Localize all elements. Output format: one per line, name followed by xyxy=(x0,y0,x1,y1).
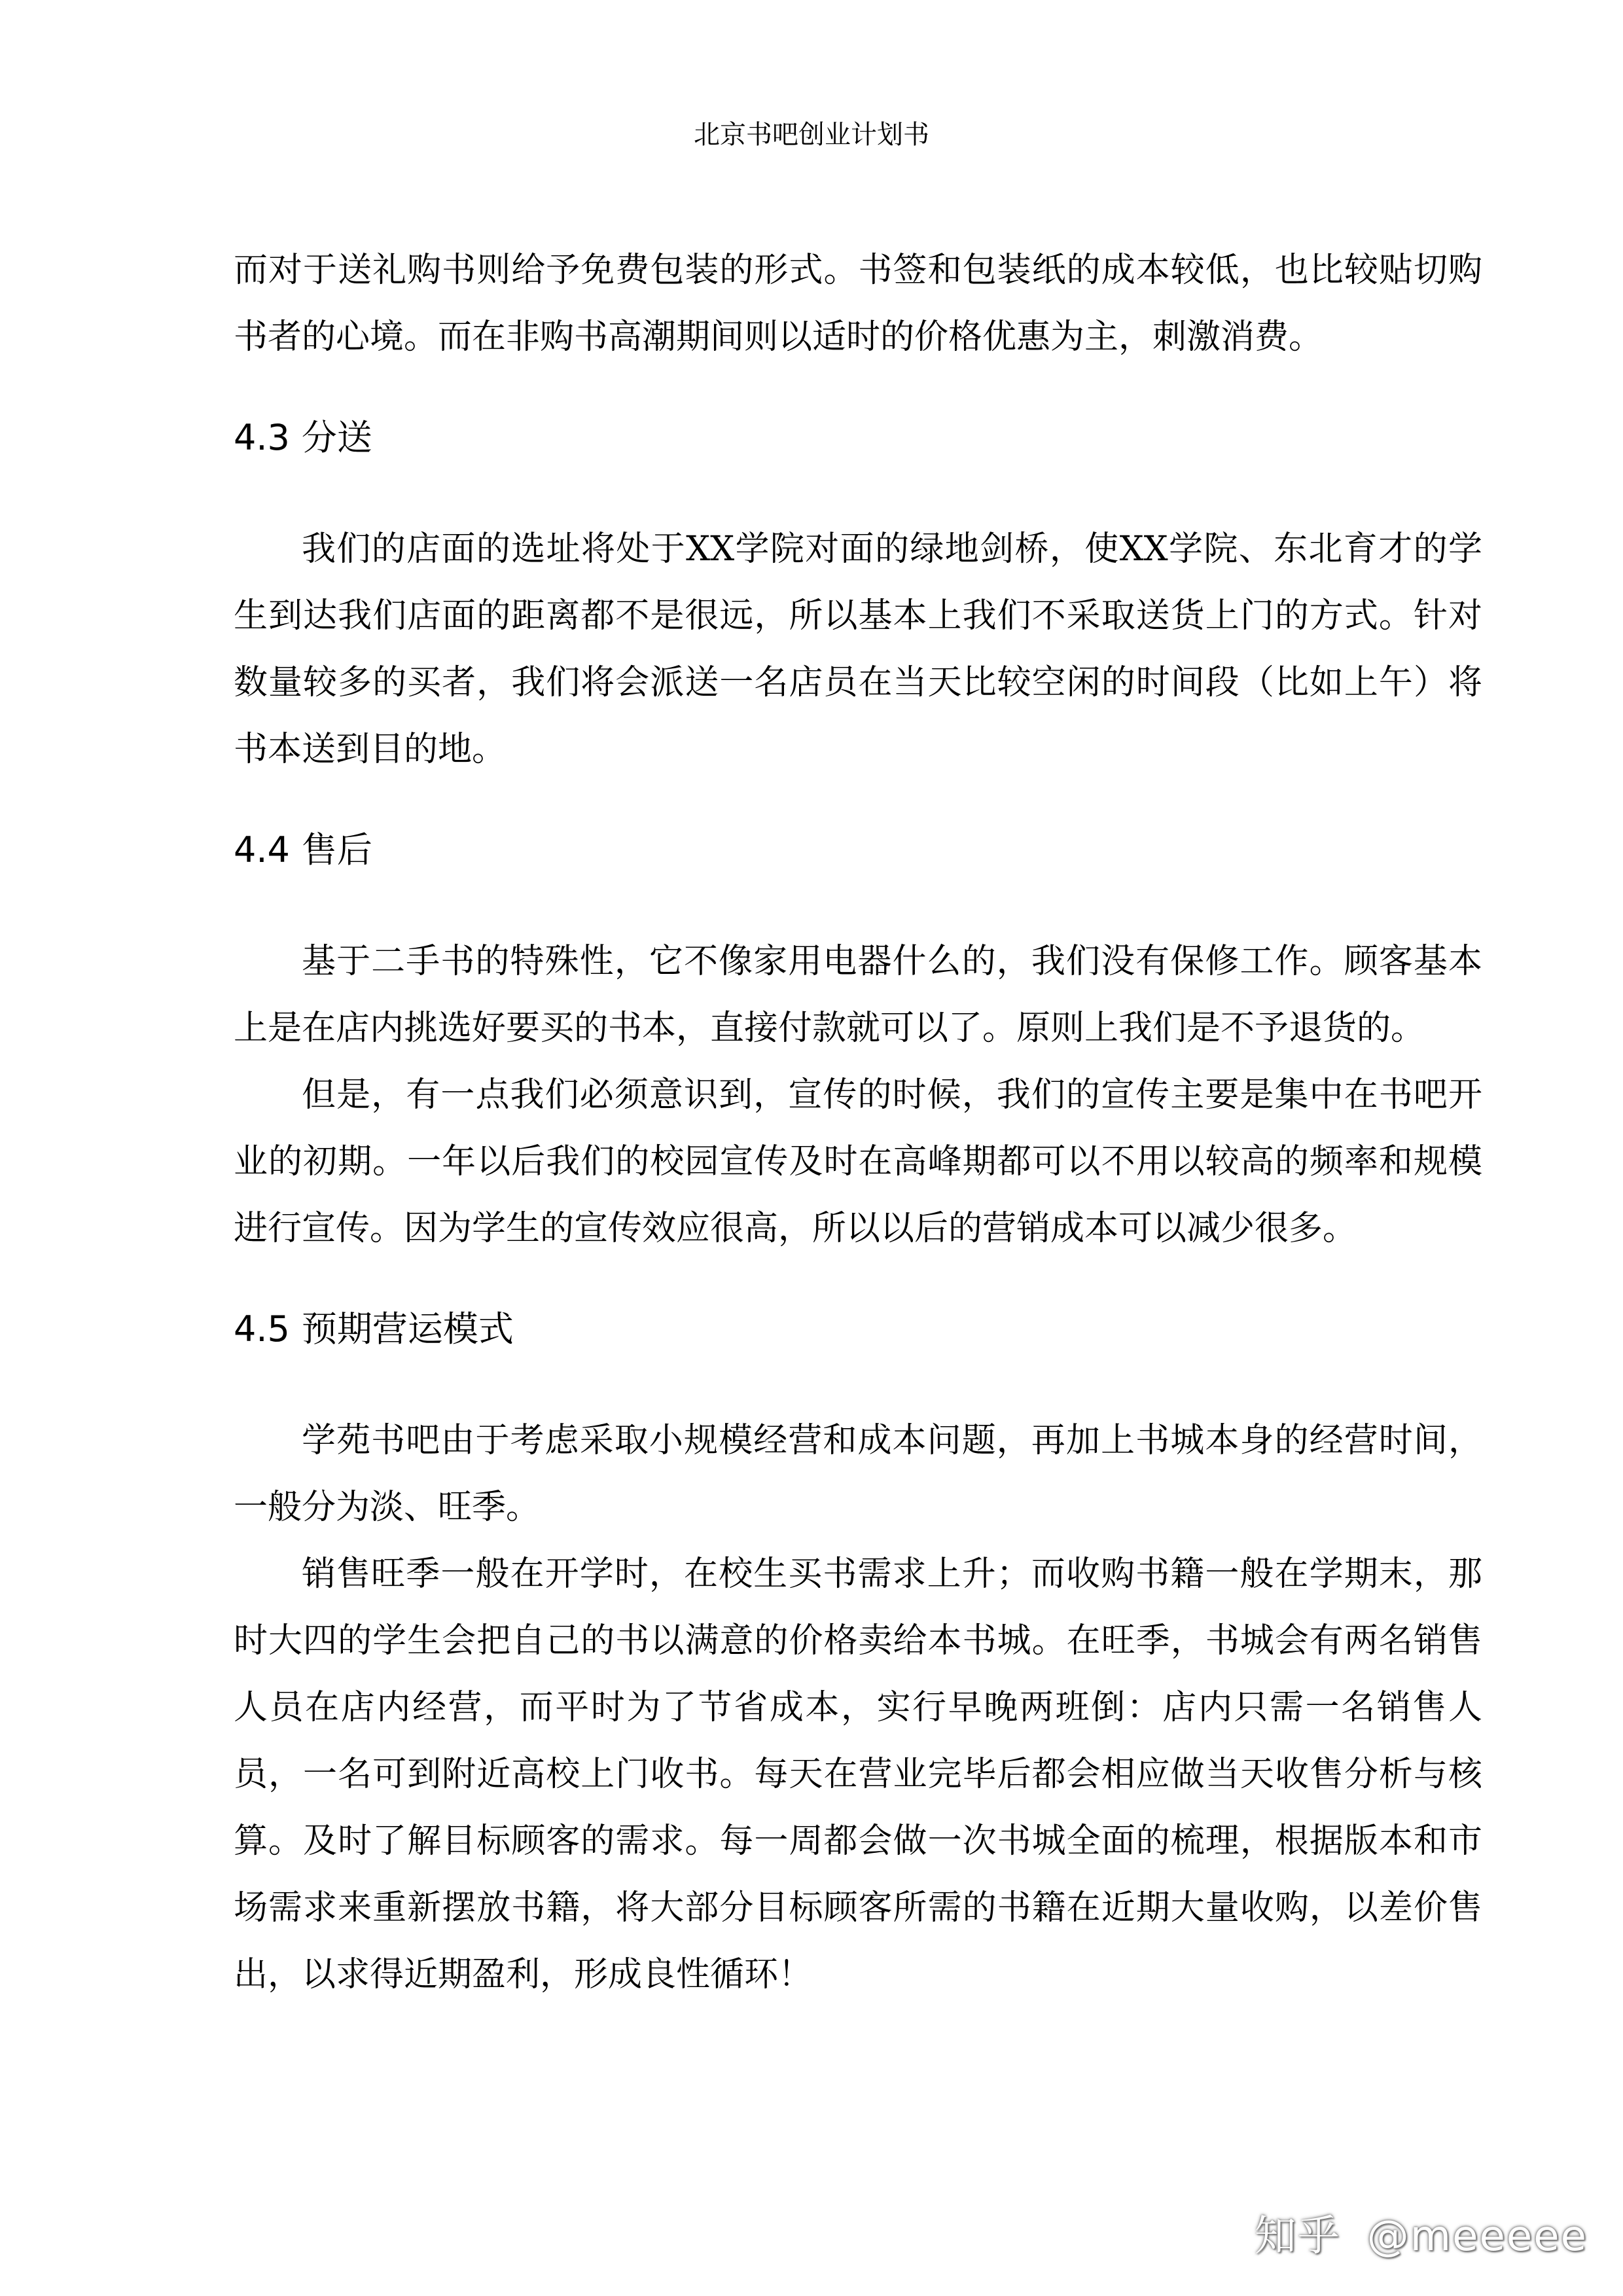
section-4-3-paragraph-1: 我们的店面的选址将处于XX学院对面的绿地剑桥，使XX学院、东北育才的学生到达我们店面的距离都不是很远，所以基本上我们不采取送货上门的方式。针对数量较多的买者，我们将会派送一名店员在当天比较空闲的时间段（比如上午）将书本送到目的地。 xyxy=(234,529,1482,769)
section-title: 售后 xyxy=(301,829,372,870)
section-title: 预期营运模式 xyxy=(301,1308,514,1350)
section-heading-4-4 xyxy=(234,827,1482,873)
section-number: 4.4 xyxy=(234,829,290,870)
section-title: 分送 xyxy=(301,417,372,458)
zhihu-watermark xyxy=(1255,2207,1588,2266)
section-4-5-paragraph-1: 学苑书吧由于考虑采取小规模经营和成本问题，再加上书城本身的经营时间，一般分为淡、旺季。 xyxy=(234,1421,1482,1527)
intro-paragraph: 而对于送礼购书则给予免费包装的形式。书签和包装纸的成本较低，也比较贴切购书者的心境。而在非购书高潮期间则以适时的价格优惠为主，刺激消费。 xyxy=(234,251,1482,357)
section-4-4-paragraph-1: 基于二手书的特殊性，它不像家用电器什么的，我们没有保修工作。顾客基本上是在店内挑选好要买的书本，直接付款就可以了。原则上我们是不予退货的。 xyxy=(234,942,1482,1048)
section-4-5-paragraph-2: 销售旺季一般在开学时，在校生买书需求上升；而收购书籍一般在学期末，那时大四的学生会把自己的书以满意的价格卖给本书城。在旺季，书城会有两名销售人员在店内经营，而平时为了节省成本，实行早晚两班倒：店内只需一名销售人员，一名可到附近高校上门收书。每天在营业完毕后都会相应做当天收售分析与核算。及时了解目标顾客的需求。每一周都会做一次书城全面的梳理，根据版本和市场需求来重新摆放书籍，将大部分目标顾客所需的书籍在近期大量收购，以差价售出，以求得近期盈利，形成良性循环！ xyxy=(234,1554,1482,1994)
section-4-4-paragraph-2: 但是，有一点我们必须意识到，宣传的时候，我们的宣传主要是集中在书吧开业的初期。一年以后我们的校园宣传及时在高峰期都可以不用以较高的频率和规模进行宣传。因为学生的宣传效应很高，所以以后的营销成本可以减少很多。 xyxy=(234,1075,1482,1248)
page-header-title: 北京书吧创业计划书 xyxy=(694,120,929,150)
section-heading-4-5 xyxy=(234,1306,1482,1352)
section-heading-4-3 xyxy=(234,415,1482,461)
section-number: 4.3 xyxy=(234,417,290,458)
watermark-brand: 知乎 xyxy=(1254,2212,1341,2261)
document-body xyxy=(234,237,1482,2008)
watermark-user: @meeeee xyxy=(1366,2212,1588,2261)
section-number: 4.5 xyxy=(234,1308,290,1350)
